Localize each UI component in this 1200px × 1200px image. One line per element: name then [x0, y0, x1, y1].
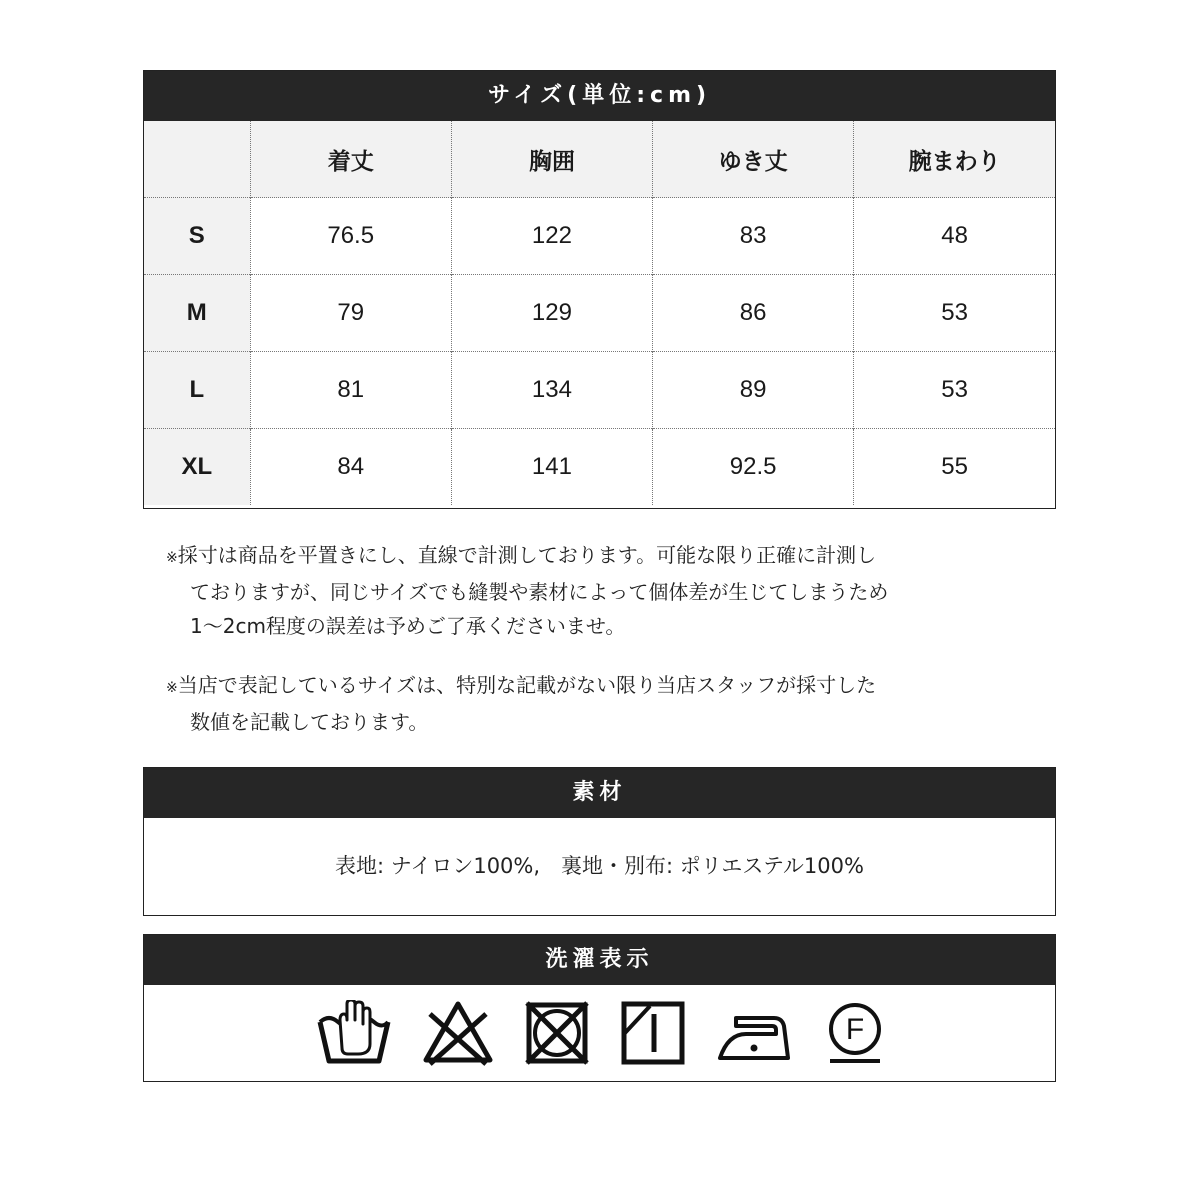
table-cell: 76.5: [250, 198, 451, 275]
table-cell: 134: [451, 352, 652, 429]
table-cell: 53: [854, 275, 1055, 352]
table-cell: 48: [854, 198, 1055, 275]
material-section: [143, 767, 1056, 916]
line-dry-shade-icon: [620, 1000, 686, 1066]
table-cell: 84: [250, 429, 451, 506]
material-text: 表地: ナイロン100%, 裏地・別布: ポリエステル100%: [335, 854, 864, 878]
note-line: 1〜2cm程度の誤差は予めご了承くださいませ。: [190, 614, 626, 638]
table-cell: 81: [250, 352, 451, 429]
material-title: 素材: [144, 768, 1055, 818]
hand-wash-icon: [316, 1000, 392, 1066]
size-table-header-row: [144, 121, 1055, 198]
header-arm-circumference: 腕まわり: [854, 121, 1055, 198]
note-line: 数値を記載しております。: [190, 710, 429, 734]
table-row: [144, 352, 1055, 429]
wash-care-section: [143, 934, 1056, 1082]
table-cell: 53: [854, 352, 1055, 429]
size-table: [144, 121, 1055, 505]
measurement-note: [166, 538, 888, 643]
no-bleach-icon: [422, 1000, 494, 1066]
row-size-label: L: [144, 352, 250, 429]
table-cell: 141: [451, 429, 652, 506]
header-corner-cell: [144, 121, 250, 198]
table-cell: 92.5: [653, 429, 854, 506]
table-row: [144, 429, 1055, 506]
row-size-label: XL: [144, 429, 250, 506]
dry-clean-letter: F: [845, 1013, 864, 1046]
row-size-label: M: [144, 275, 250, 352]
note-line: 当店で表記しているサイズは、特別な記載がない限り当店スタッフが採寸した: [177, 673, 877, 697]
table-row: [144, 198, 1055, 275]
header-sleeve-length: ゆき丈: [653, 121, 854, 198]
table-cell: 122: [451, 198, 652, 275]
table-row: [144, 275, 1055, 352]
size-notation-note: [166, 668, 876, 739]
table-cell: 79: [250, 275, 451, 352]
size-table-title: サイズ(単位:cm): [144, 71, 1055, 121]
wash-care-title: 洗濯表示: [144, 935, 1055, 985]
dry-clean-f-icon: [822, 1000, 888, 1066]
size-table-section: [143, 70, 1056, 509]
note-line: 採寸は商品を平置きにし、直線で計測しております。可能な限り正確に計測し: [177, 543, 877, 567]
table-cell: 129: [451, 275, 652, 352]
header-chest: 胸囲: [451, 121, 652, 198]
no-tumble-dry-icon: [524, 1000, 590, 1066]
wash-care-icons: [144, 985, 1055, 1081]
table-cell: 55: [854, 429, 1055, 506]
table-cell: 86: [653, 275, 854, 352]
note-mark: ※: [166, 550, 178, 566]
iron-low-icon: [716, 1000, 792, 1066]
table-cell: 89: [653, 352, 854, 429]
note-mark: ※: [166, 680, 178, 696]
row-size-label: S: [144, 198, 250, 275]
header-length: 着丈: [250, 121, 451, 198]
table-cell: 83: [653, 198, 854, 275]
note-line: ておりますが、同じサイズでも縫製や素材によって個体差が生じてしまうため: [190, 580, 889, 604]
